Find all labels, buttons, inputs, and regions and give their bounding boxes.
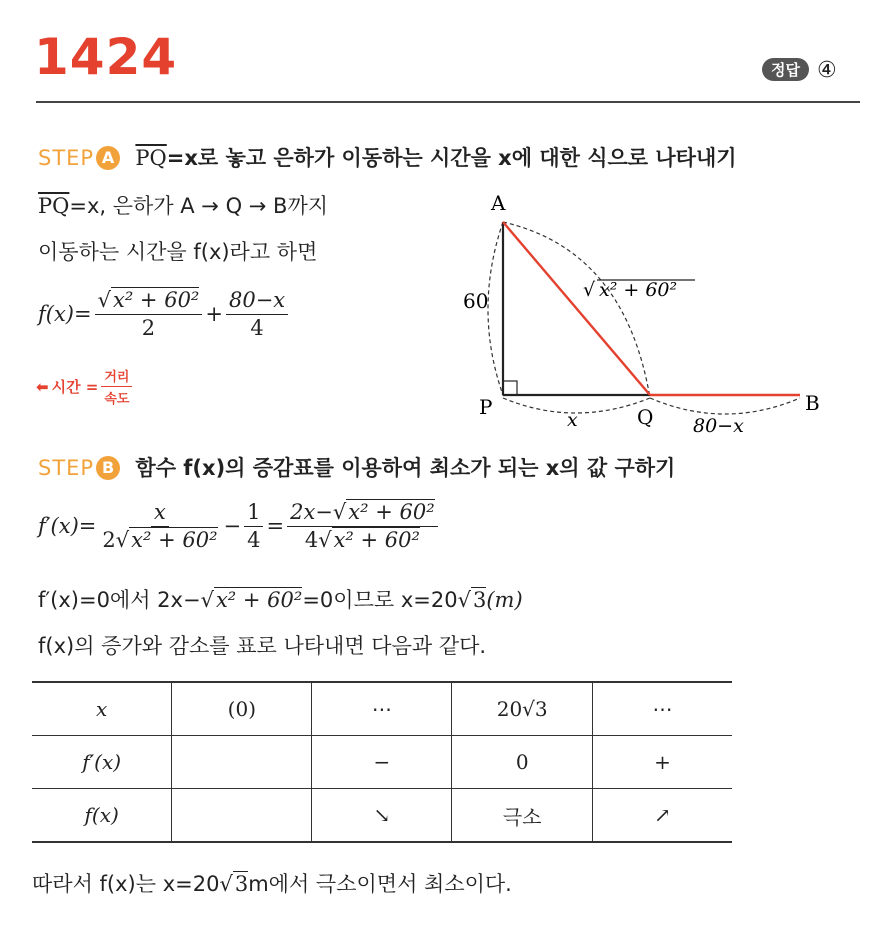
deriv-f3-den-rad: x² + 60² <box>333 528 420 553</box>
deriv-f3-den-pre: 4 <box>304 528 319 553</box>
increase-decrease-table <box>32 681 732 843</box>
note-frac <box>101 366 132 407</box>
table-row <box>32 736 732 789</box>
table-cell: 20√3 <box>452 682 593 736</box>
conclusion: 따라서 f(x)는 x=20√3m에서 극소이면서 최소이다. <box>32 872 512 896</box>
table-cell: 극소 <box>452 789 593 843</box>
step-a-heading <box>38 142 737 172</box>
problem-number: 1424 <box>34 28 178 86</box>
table-cell: ↗ <box>593 789 732 843</box>
derivative-formula <box>38 500 441 553</box>
conclusion-rad: 3 <box>234 872 249 896</box>
zero-line-rad2: 3 <box>472 588 487 612</box>
table-cell <box>172 736 312 789</box>
line1-text: =x, 은하가 A → Q → B까지 <box>69 194 329 218</box>
conclusion-b: m에서 극소이면서 최소이다. <box>248 872 512 896</box>
route-diagram <box>455 190 835 440</box>
note-text: 시간 = <box>51 378 99 396</box>
line1-pq: $\overline{PQ}$ <box>38 194 70 218</box>
deriv-frac1: $\frac{x}{\text{2√x² + 60²}}$ <box>102 500 218 553</box>
step-a-line1 <box>38 194 328 219</box>
deriv-f3-num-pre: 2x− <box>290 500 333 524</box>
table-cell: (0) <box>172 682 312 736</box>
zero-line-a: f′(x)=0에서 2x− <box>38 588 201 612</box>
right-angle-mark <box>503 381 517 395</box>
table-cell: ↘ <box>312 789 452 843</box>
label-side-ap: 60 <box>463 289 489 313</box>
deriv-minus: − <box>223 514 242 539</box>
header-divider <box>36 101 860 103</box>
deriv-eq: = <box>266 514 285 539</box>
deriv-f1-den-rad: x² + 60² <box>131 528 218 553</box>
note-num: 거리 <box>101 366 132 387</box>
answer-value: ④ <box>816 58 837 83</box>
label-side-qb: 80−x <box>693 415 744 437</box>
deriv-f2-den: 4 <box>247 528 261 553</box>
conclusion-a: 따라서 f(x)는 x=20 <box>32 872 220 896</box>
zero-line-rad: x² + 60² <box>215 588 303 612</box>
label-b: B <box>805 391 820 415</box>
note-den: 속도 <box>104 392 130 407</box>
deriv-lhs: f′(x)= <box>38 514 97 539</box>
table-cell: x <box>32 682 172 736</box>
arc-ap <box>488 222 503 395</box>
deriv-f3-num-rad: x² + 60² <box>348 500 435 524</box>
fx-formula <box>38 288 291 341</box>
table-cell <box>172 789 312 843</box>
label-a: A <box>491 191 506 215</box>
step-a-letter: A <box>96 146 120 170</box>
table-cell: 0 <box>452 736 593 789</box>
step-b-label: STEP <box>38 456 95 480</box>
deriv-f1-num: x <box>151 500 169 527</box>
table-cell: f′(x) <box>32 736 172 789</box>
step-a-text: =x로 놓고 은하가 이동하는 시간을 x에 대한 식으로 나타내기 <box>166 146 737 170</box>
table-cell: + <box>593 736 732 789</box>
fx-lhs: f(x)= <box>38 302 92 327</box>
deriv-frac2 <box>244 500 263 553</box>
zero-line-b: =0이므로 x=20 <box>302 588 458 612</box>
fx-frac2 <box>226 288 288 341</box>
deriv-f1-den-pre: 2 <box>102 528 116 553</box>
deriv-frac3: $\frac{\text{2x−√x² + 60²}}{\text{4√x² + 60²}}$ <box>287 500 438 553</box>
table-cell: f(x) <box>32 789 172 843</box>
label-side-aq: x² + 60² <box>599 279 678 301</box>
table-intro: f(x)의 증가와 감소를 표로 나타내면 다음과 같다. <box>38 634 487 658</box>
label-p: P <box>479 395 493 419</box>
table-cell: ⋯ <box>312 682 452 736</box>
critical-point-line: f′(x)=0에서 2x−√x² + 60²=0이므로 x=20√3(m) <box>38 588 523 612</box>
table-cell: − <box>312 736 452 789</box>
fx-plus: + <box>205 302 223 327</box>
fx-frac1: $\frac{\text{√x² + 60²}}{2}$ <box>95 288 203 341</box>
path-aq <box>503 222 650 395</box>
fx-frac2-den: 4 <box>250 316 264 341</box>
fx-frac1-num: x² + 60² <box>113 288 200 312</box>
table-row <box>32 789 732 843</box>
note-arrow-icon: ⬅ <box>36 377 49 396</box>
answer-badge: 정답 <box>762 58 809 81</box>
step-b-heading <box>38 452 675 482</box>
step-a-label: STEP <box>38 146 95 170</box>
label-side-aq-root: √ <box>583 279 596 301</box>
step-b-text: 함수 f(x)의 증감표를 이용하여 최소가 되는 x의 값 구하기 <box>135 456 676 480</box>
fx-frac2-num: 80−x <box>226 288 288 315</box>
label-q: Q <box>637 405 654 429</box>
step-a-line2: 이동하는 시간을 f(x)라고 하면 <box>38 240 318 264</box>
time-note <box>36 366 135 407</box>
zero-line-c: (m) <box>486 588 523 612</box>
step-a-pq: $\overline{PQ}$ <box>135 146 167 170</box>
deriv-f2-num: 1 <box>244 500 263 527</box>
table-row <box>32 682 732 736</box>
label-side-pq: x <box>567 409 578 431</box>
fx-frac1-den: 2 <box>141 316 156 341</box>
table-cell: ⋯ <box>593 682 732 736</box>
answer <box>762 58 837 83</box>
step-b-letter: B <box>96 456 120 480</box>
arc-qb <box>650 398 800 414</box>
